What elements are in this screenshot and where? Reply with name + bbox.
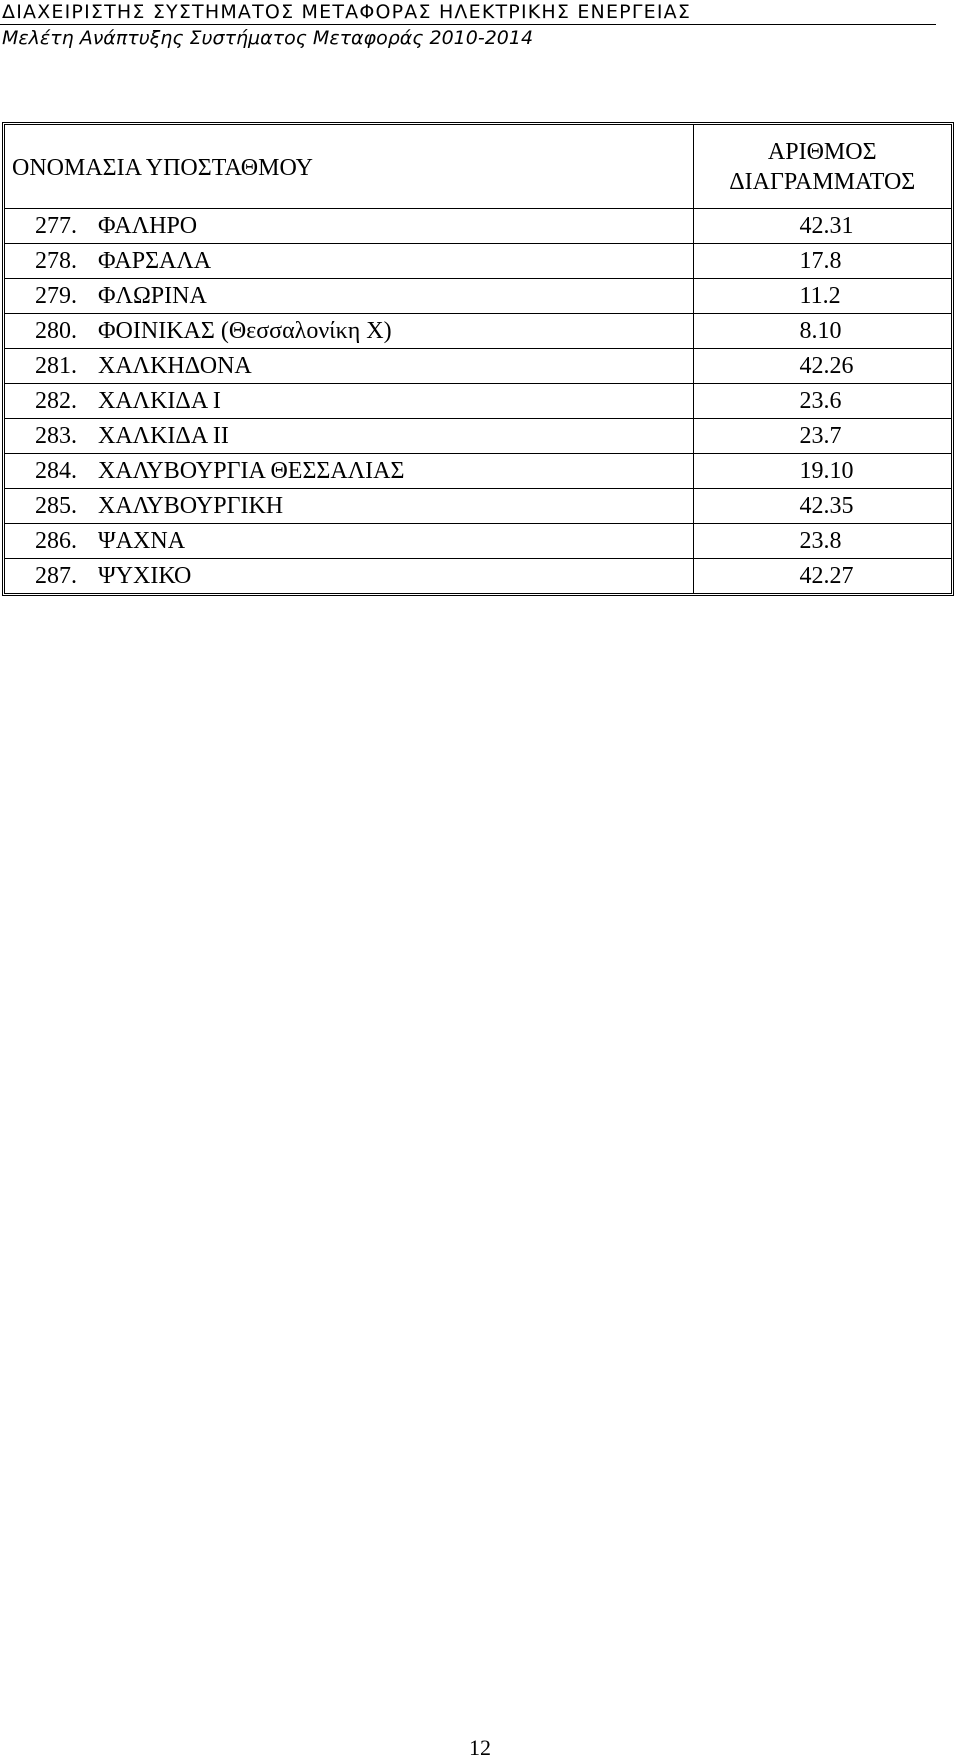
page-header (0, 0, 936, 51)
substation-name-cell (5, 209, 693, 244)
diagram-number: 23.7 (693, 419, 951, 454)
row-number: 279. (35, 283, 77, 309)
substation-name: ΧΑΛΥΒΟΥΡΓΙΑ ΘΕΣΣΑΛΙΑΣ (98, 458, 405, 484)
row-number: 277. (35, 213, 77, 239)
diagram-number: 42.31 (693, 209, 951, 244)
table-row (5, 314, 951, 349)
diagram-number: 19.10 (693, 454, 951, 489)
table-row (5, 454, 951, 489)
substation-name: ΦΛΩΡΙΝΑ (98, 283, 207, 309)
substations-table (5, 125, 951, 593)
row-number: 281. (35, 353, 77, 379)
table-row (5, 244, 951, 279)
diagram-number: 23.6 (693, 384, 951, 419)
table-row (5, 419, 951, 454)
row-number: 283. (35, 423, 77, 449)
substations-table-frame (2, 122, 954, 596)
substation-name: ΨΥΧΙΚΟ (98, 563, 192, 589)
column-header-name: ΟΝΟΜΑΣΙΑ ΥΠΟΣΤΑΘΜΟΥ (5, 125, 693, 209)
table-row (5, 279, 951, 314)
column-header-diagram-number (693, 125, 951, 209)
substation-name: ΦΑΡΣΑΛΑ (98, 248, 212, 274)
row-number: 285. (35, 493, 77, 519)
row-number: 282. (35, 388, 77, 414)
diagram-number: 42.35 (693, 489, 951, 524)
page-number: 12 (469, 1735, 491, 1760)
table-row (5, 349, 951, 384)
table-row (5, 384, 951, 419)
substation-name: ΧΑΛΚΙΔΑ Ι (98, 388, 221, 414)
substation-name: ΦΟΙΝΙΚΑΣ (Θεσσαλονίκη Χ) (98, 318, 392, 344)
organization-title: ΔΙΑΧΕΙΡΙΣΤΗΣ ΣΥΣΤΗΜΑΤΟΣ ΜΕΤΑΦΟΡΑΣ ΗΛΕΚΤΡΙΚΗΣ ΕΝΕΡΓΕΙΑΣ (2, 1, 692, 23)
table-row (5, 524, 951, 559)
substation-name: ΦΑΛΗΡΟ (98, 213, 198, 239)
row-number: 287. (35, 563, 77, 589)
diagram-number: 42.27 (693, 559, 951, 594)
diagram-number: 42.26 (693, 349, 951, 384)
substation-name-cell (5, 279, 693, 314)
substation-name-cell (5, 524, 693, 559)
substation-name-cell (5, 349, 693, 384)
diagram-number: 11.2 (693, 279, 951, 314)
column-header-diagram-number-line1: ΑΡΙΘΜΟΣ (767, 138, 877, 165)
document-subtitle: Μελέτη Ανάπτυξης Συστήματος Μεταφοράς 2010-2014 (2, 27, 534, 49)
table-row (5, 559, 951, 594)
table-header-row (5, 125, 951, 209)
substation-name: ΨΑΧΝΑ (98, 528, 186, 554)
diagram-number: 23.8 (693, 524, 951, 559)
substation-name-cell (5, 559, 693, 594)
table-row (5, 209, 951, 244)
substation-name-cell (5, 454, 693, 489)
diagram-number: 17.8 (693, 244, 951, 279)
row-number: 278. (35, 248, 77, 274)
substation-name-cell (5, 314, 693, 349)
substation-name-cell (5, 489, 693, 524)
substation-name: ΧΑΛΥΒΟΥΡΓΙΚΗ (98, 493, 284, 519)
row-number: 280. (35, 318, 77, 344)
substation-name: ΧΑΛΚΙΔΑ ΙΙ (98, 423, 229, 449)
column-header-diagram-number-line2: ΔΙΑΓΡΑΜΜΑΤΟΣ (729, 168, 916, 195)
substation-name-cell (5, 244, 693, 279)
row-number: 286. (35, 528, 77, 554)
substation-name: ΧΑΛΚΗΔΟΝΑ (98, 353, 252, 379)
row-number: 284. (35, 458, 77, 484)
substation-name-cell (5, 384, 693, 419)
diagram-number: 8.10 (693, 314, 951, 349)
table-row (5, 489, 951, 524)
substation-name-cell (5, 419, 693, 454)
